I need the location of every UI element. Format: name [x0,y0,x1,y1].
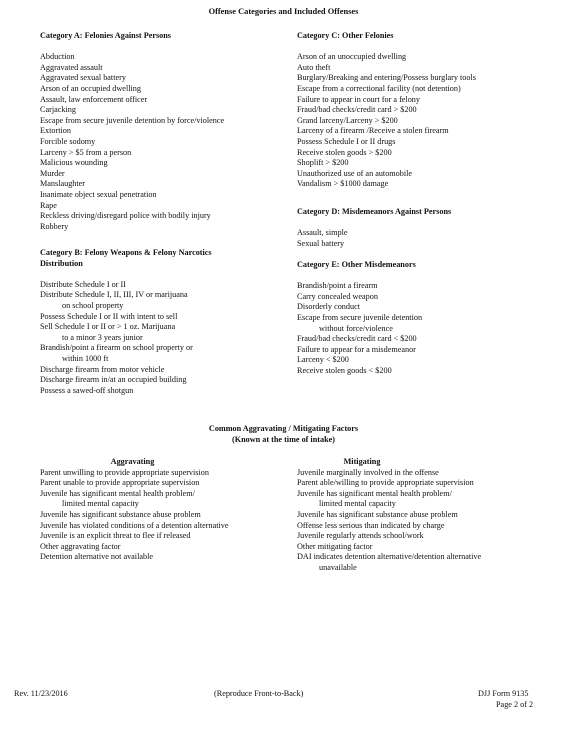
mitigating-factor-item: Juvenile regularly attends school/work [297,531,424,541]
mitigating-heading: Mitigating [343,457,381,466]
offense-item: Carry concealed weapon [297,291,378,301]
aggravating-factor-item: Parent unwilling to provide appropriate supervision [40,467,209,477]
category-b-list [40,280,275,397]
offense-item: Disorderly conduct [297,302,360,312]
offense-item: Sexual battery [297,238,345,248]
category-e-heading: Category E: Other Misdemeanors [297,260,416,269]
category-c-block [297,31,537,190]
offense-item: Fraud/bad checks/credit card < $200 [297,334,417,344]
offense-item: Distribute Schedule I or II [40,279,126,289]
mitigating-factor-item: Juvenile has significant mental health problem/ [297,488,452,498]
aggravating-factor-item: Juvenile is an explicit threat to flee if released [40,531,191,541]
mitigating-factor-item: Juvenile marginally involved in the offense [297,467,439,477]
aggravating-factor-item: Juvenile has significant mental health problem/ [40,488,195,498]
factors-subtitle: (Known at the time of intake) [231,435,335,444]
offense-item: Auto theft [297,62,331,72]
offense-item: Reckless driving/disregard police with bodily injury [40,211,211,221]
offense-item: Aggravated sexual battery [40,73,126,83]
offense-item: Manslaughter [40,179,86,189]
category-d-block [297,207,537,249]
category-c-list [297,52,537,190]
offense-item: Larceny < $200 [297,355,349,365]
footer-revision: Rev. 11/23/2016 [14,689,68,698]
mitigating-factor-item: DAI indicates detention alternative/detention alternative [297,552,482,562]
category-c-heading: Category C: Other Felonies [297,31,394,40]
offense-item: Abduction [40,52,75,62]
aggravating-factor-item: limited mental capacity [62,499,139,509]
category-a-heading: Category A: Felonies Against Persons [40,31,171,40]
offense-item: Receive stolen goods < $200 [297,365,392,375]
offense-item: Distribute Schedule I, II, III, IV or marijuana [40,290,188,300]
category-e-block [297,260,537,377]
mitigating-factor-item: limited mental capacity [319,499,396,509]
offense-item: Failure to appear for a misdemeanor [297,344,416,354]
category-b-heading-line1: Category B: Felony Weapons & Felony Narcotics [40,248,212,257]
factors-title: Common Aggravating / Mitigating Factors [208,424,359,433]
offense-item: Murder [40,168,65,178]
offense-item: Grand larceny/Larceny > $200 [297,115,398,125]
offense-item: Rape [40,200,57,210]
mitigating-factor-item: Parent able/willing to provide appropriate supervision [297,478,474,488]
category-b-block [40,248,275,396]
offense-item: Brandish/point a firearm [297,281,378,291]
aggravating-column [40,457,290,563]
offense-item: Aggravated assault [40,62,103,72]
offense-item: Assault, simple [297,228,348,238]
offense-item: Larceny > $5 from a person [40,147,132,157]
aggravating-factor-item: Parent unable to provide appropriate supervision [40,478,200,488]
aggravating-heading: Aggravating [110,457,155,466]
offense-item: Possess Schedule I or II with intent to sell [40,311,178,321]
offense-item: Failure to appear in court for a felony [297,94,420,104]
page-title: Offense Categories and Included Offenses [208,7,359,16]
aggravating-list [40,468,290,563]
category-d-heading: Category D: Misdemeanors Against Persons [297,207,452,216]
footer-form-number: DJJ Form 9135 [478,689,529,698]
mitigating-factor-item: Other mitigating factor [297,541,373,551]
offense-item: Brandish/point a firearm on school property or [40,343,193,353]
offense-item: within 1000 ft [62,353,109,363]
category-b-heading-line2: Distribution [40,258,83,268]
mitigating-factor-item: unavailable [319,562,357,572]
aggravating-factor-item: Detention alternative not available [40,552,153,562]
category-e-list [297,281,537,376]
footer-page-number: Page 2 of 2 [496,700,534,709]
offense-item: without force/violence [319,323,393,333]
offense-item: Extortion [40,126,71,136]
offense-item: Arson of an occupied dwelling [40,83,141,93]
offense-item: Unauthorized use of an automobile [297,168,413,178]
offense-item: Robbery [40,221,69,231]
offense-item: Discharge firearm in/at an occupied building [40,375,187,385]
offense-item: Shoplift > $200 [297,158,349,168]
offense-item: Forcible sodomy [40,136,96,146]
category-d-list [297,228,537,249]
mitigating-factor-item: Juvenile has significant substance abuse problem [297,509,458,519]
offense-item: Discharge firearm from motor vehicle [40,364,165,374]
offense-item: Sell Schedule I or II or > 1 oz. Marijuana [40,322,176,332]
offense-item: Possess Schedule I or II drugs [297,136,396,146]
aggravating-factor-item: Other aggravating factor [40,541,121,551]
mitigating-column [297,457,547,574]
footer-note: (Reproduce Front-to-Back) [214,689,304,698]
offense-item: Carjacking [40,105,76,115]
offense-item: Escape from a correctional facility (not detention) [297,83,461,93]
offense-item: Escape from secure juvenile detention by force/violence [40,115,225,125]
aggravating-factor-item: Juvenile has significant substance abuse problem [40,509,201,519]
offense-item: Arson of an unoccupied dwelling [297,52,407,62]
mitigating-list [297,468,547,574]
offense-item: on school property [62,300,124,310]
mitigating-factor-item: Offense less serious than indicated by charge [297,520,445,530]
offense-item: Escape from secure juvenile detention [297,312,423,322]
aggravating-factor-item: Juvenile has violated conditions of a detention alternative [40,520,229,530]
offense-item: Receive stolen goods > $200 [297,147,392,157]
offense-item: Burglary/Breaking and entering/Possess burglary tools [297,73,476,83]
offense-item: to a minor 3 years junior [62,332,143,342]
offense-item: Possess a sawed-off shotgun [40,385,134,395]
offense-item: Malicious wounding [40,158,108,168]
offense-item: Inanimate object sexual penetration [40,189,157,199]
offense-item: Vandalism > $1000 damage [297,179,389,189]
offense-item: Larceny of a firearm /Receive a stolen firearm [297,126,449,136]
offense-item: Fraud/bad checks/credit card > $200 [297,105,417,115]
category-a-list [40,52,275,232]
offense-item: Assault, law enforcement officer [40,94,148,104]
left-column [40,31,275,232]
